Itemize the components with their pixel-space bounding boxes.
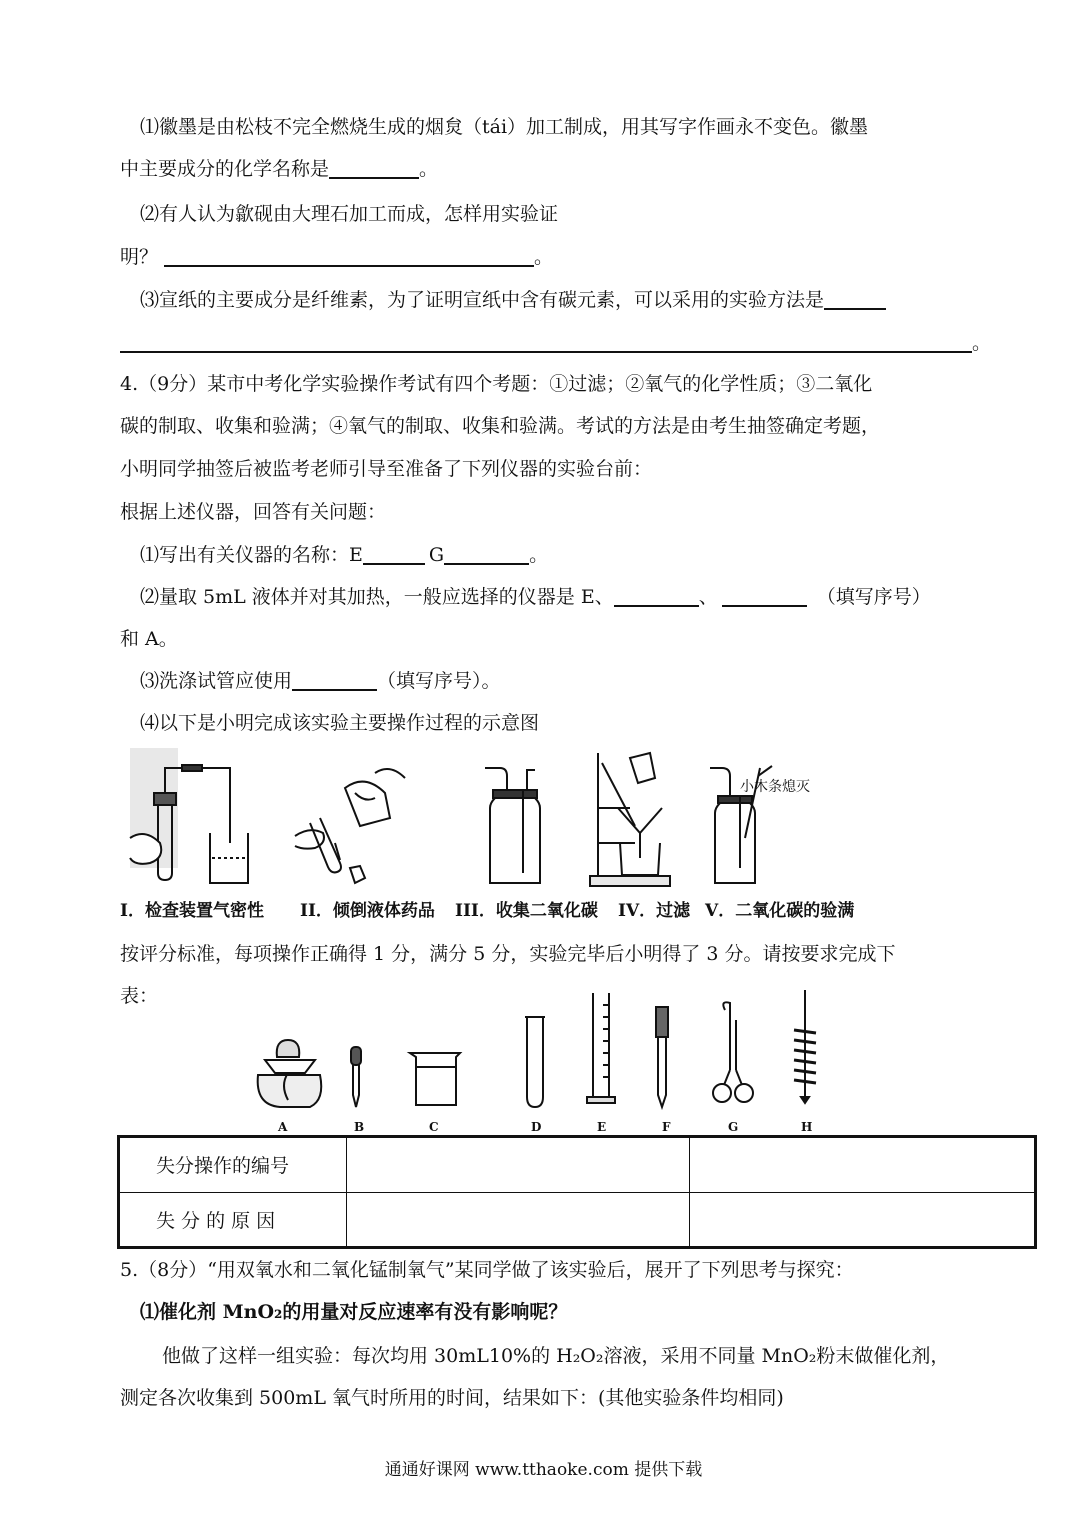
apparatus-label-f: F [662, 1120, 671, 1134]
airtightness-check-illustration [130, 748, 248, 883]
test-tube-holder-icon [713, 1002, 753, 1102]
apparatus-label-e: E [597, 1120, 607, 1134]
answer-cell[interactable] [347, 1137, 690, 1193]
apparatus-label-b: B [354, 1120, 365, 1134]
caption-5: V．二氧化碳的验满 [705, 901, 855, 921]
q4-sub4: ⑷以下是小明完成该实验主要操作过程的示意图 [140, 712, 540, 734]
q4-sub2-line2: 和 A。 [120, 628, 178, 650]
q5-line3: 他做了这样一组实验：每次均用 30mL10%的 H₂O₂溶液，采用不同量 MnO₂粉末做催化剂， [162, 1345, 950, 1367]
q3-part1-line2: 中主要成分的化学名称是 。 [120, 158, 439, 180]
answer-blank[interactable] [329, 157, 419, 179]
answer-blank[interactable] [292, 669, 377, 691]
q4-sub1: ⑴写出有关仪器的名称：E G 。 [140, 544, 549, 566]
operations-figure [120, 748, 860, 893]
test-tube-brush-icon [794, 990, 816, 1103]
q4-score-line1: 按评分标准，每项操作正确得 1 分，满分 5 分，实验完毕后小明得了 3 分。请按要求完成下 [120, 943, 896, 965]
score-table [117, 1135, 1037, 1249]
q4-line1: 4.（9分）某市中考化学实验操作考试有四个考题：①过滤；②氧气的化学性质；③二氧化 [120, 373, 873, 395]
apparatus-label-a: A [278, 1120, 288, 1134]
answer-blank[interactable] [120, 331, 972, 353]
alcohol-lamp-icon [258, 1040, 322, 1107]
q5-line1: 5.（8分）“用双氧水和二氧化锰制氧气”某同学做了该实验后，展开了下列思考与探究： [120, 1259, 854, 1281]
apparatus-figure [250, 985, 840, 1115]
page-footer: 通通好课网 www.tthaoke.com 提供下载 [384, 1460, 703, 1480]
caption-4: IV．过滤 [618, 901, 691, 921]
pipette-icon [656, 1007, 668, 1107]
apparatus-label-c: C [429, 1120, 439, 1134]
apparatus-label-g: G [728, 1120, 739, 1134]
caption-3: III．收集二氧化碳 [455, 901, 598, 921]
q3-part2-line2: 明？ 。 [120, 246, 554, 268]
answer-blank[interactable] [164, 245, 534, 267]
answer-cell[interactable] [690, 1192, 1036, 1248]
table-row [119, 1137, 1036, 1193]
row-header: 失 分 的 原 因 [119, 1192, 347, 1248]
answer-cell[interactable] [690, 1137, 1036, 1193]
q3-part1-line1: ⑴徽墨是由松枝不完全燃烧生成的烟炱（tái）加工制成，用其写字作画永不变色。徽墨 [140, 116, 869, 138]
beaker-icon [410, 1053, 460, 1105]
q4-sub2: ⑵量取 5mL 液体并对其加热，一般应选择的仪器是 E、 、 （填写序号） [140, 586, 931, 608]
answer-blank[interactable] [722, 585, 807, 607]
q4-sub3: ⑶洗涤试管应使用 （填写序号）。 [140, 670, 501, 692]
q4-line4: 根据上述仪器，回答有关问题： [120, 501, 387, 523]
q4-line3: 小明同学抽签后被监考老师引导至准备了下列仪器的实验台前： [120, 458, 653, 480]
answer-blank-e[interactable] [363, 543, 425, 565]
wood-strip-note: 小木条熄灭 [740, 779, 810, 795]
apparatus-label-d: D [531, 1120, 542, 1134]
filtration-illustration [590, 753, 670, 886]
caption-2: II．倾倒液体药品 [300, 901, 435, 921]
apparatus-label-h: H [801, 1120, 813, 1134]
q5-line4: 测定各次收集到 500mL 氧气时所用的时间，结果如下：(其他实验条件均相同) [120, 1387, 784, 1409]
row-header: 失分操作的编号 [119, 1137, 347, 1193]
answer-blank[interactable] [614, 585, 699, 607]
q3-part3-line2: 。 [120, 330, 991, 356]
answer-blank-g[interactable] [444, 543, 529, 565]
test-tube-icon [525, 1017, 545, 1107]
dropper-icon [351, 1047, 361, 1107]
answer-blank[interactable] [824, 288, 886, 310]
q3-part2-line1: ⑵有人认为歙砚由大理石加工而成，怎样用实验证 [140, 203, 559, 225]
q4-score-line2: 表： [120, 985, 159, 1007]
q5-sub1-heading: ⑴催化剂 MnO₂的用量对反应速率有没有影响呢？ [140, 1301, 568, 1323]
q4-line2: 碳的制取、收集和验满；④氧气的制取、收集和验满。考试的方法是由考生抽签确定考题， [120, 415, 881, 437]
graduated-cylinder-icon [587, 993, 615, 1103]
q3-part3-line1: ⑶宣纸的主要成分是纤维素，为了证明宣纸中含有碳元素，可以采用的实验方法是 [140, 287, 886, 313]
caption-1: I．检查装置气密性 [120, 901, 264, 921]
table-row [119, 1192, 1036, 1248]
collecting-co2-illustration [485, 768, 540, 883]
pouring-liquid-illustration [295, 769, 405, 883]
answer-cell[interactable] [347, 1192, 690, 1248]
